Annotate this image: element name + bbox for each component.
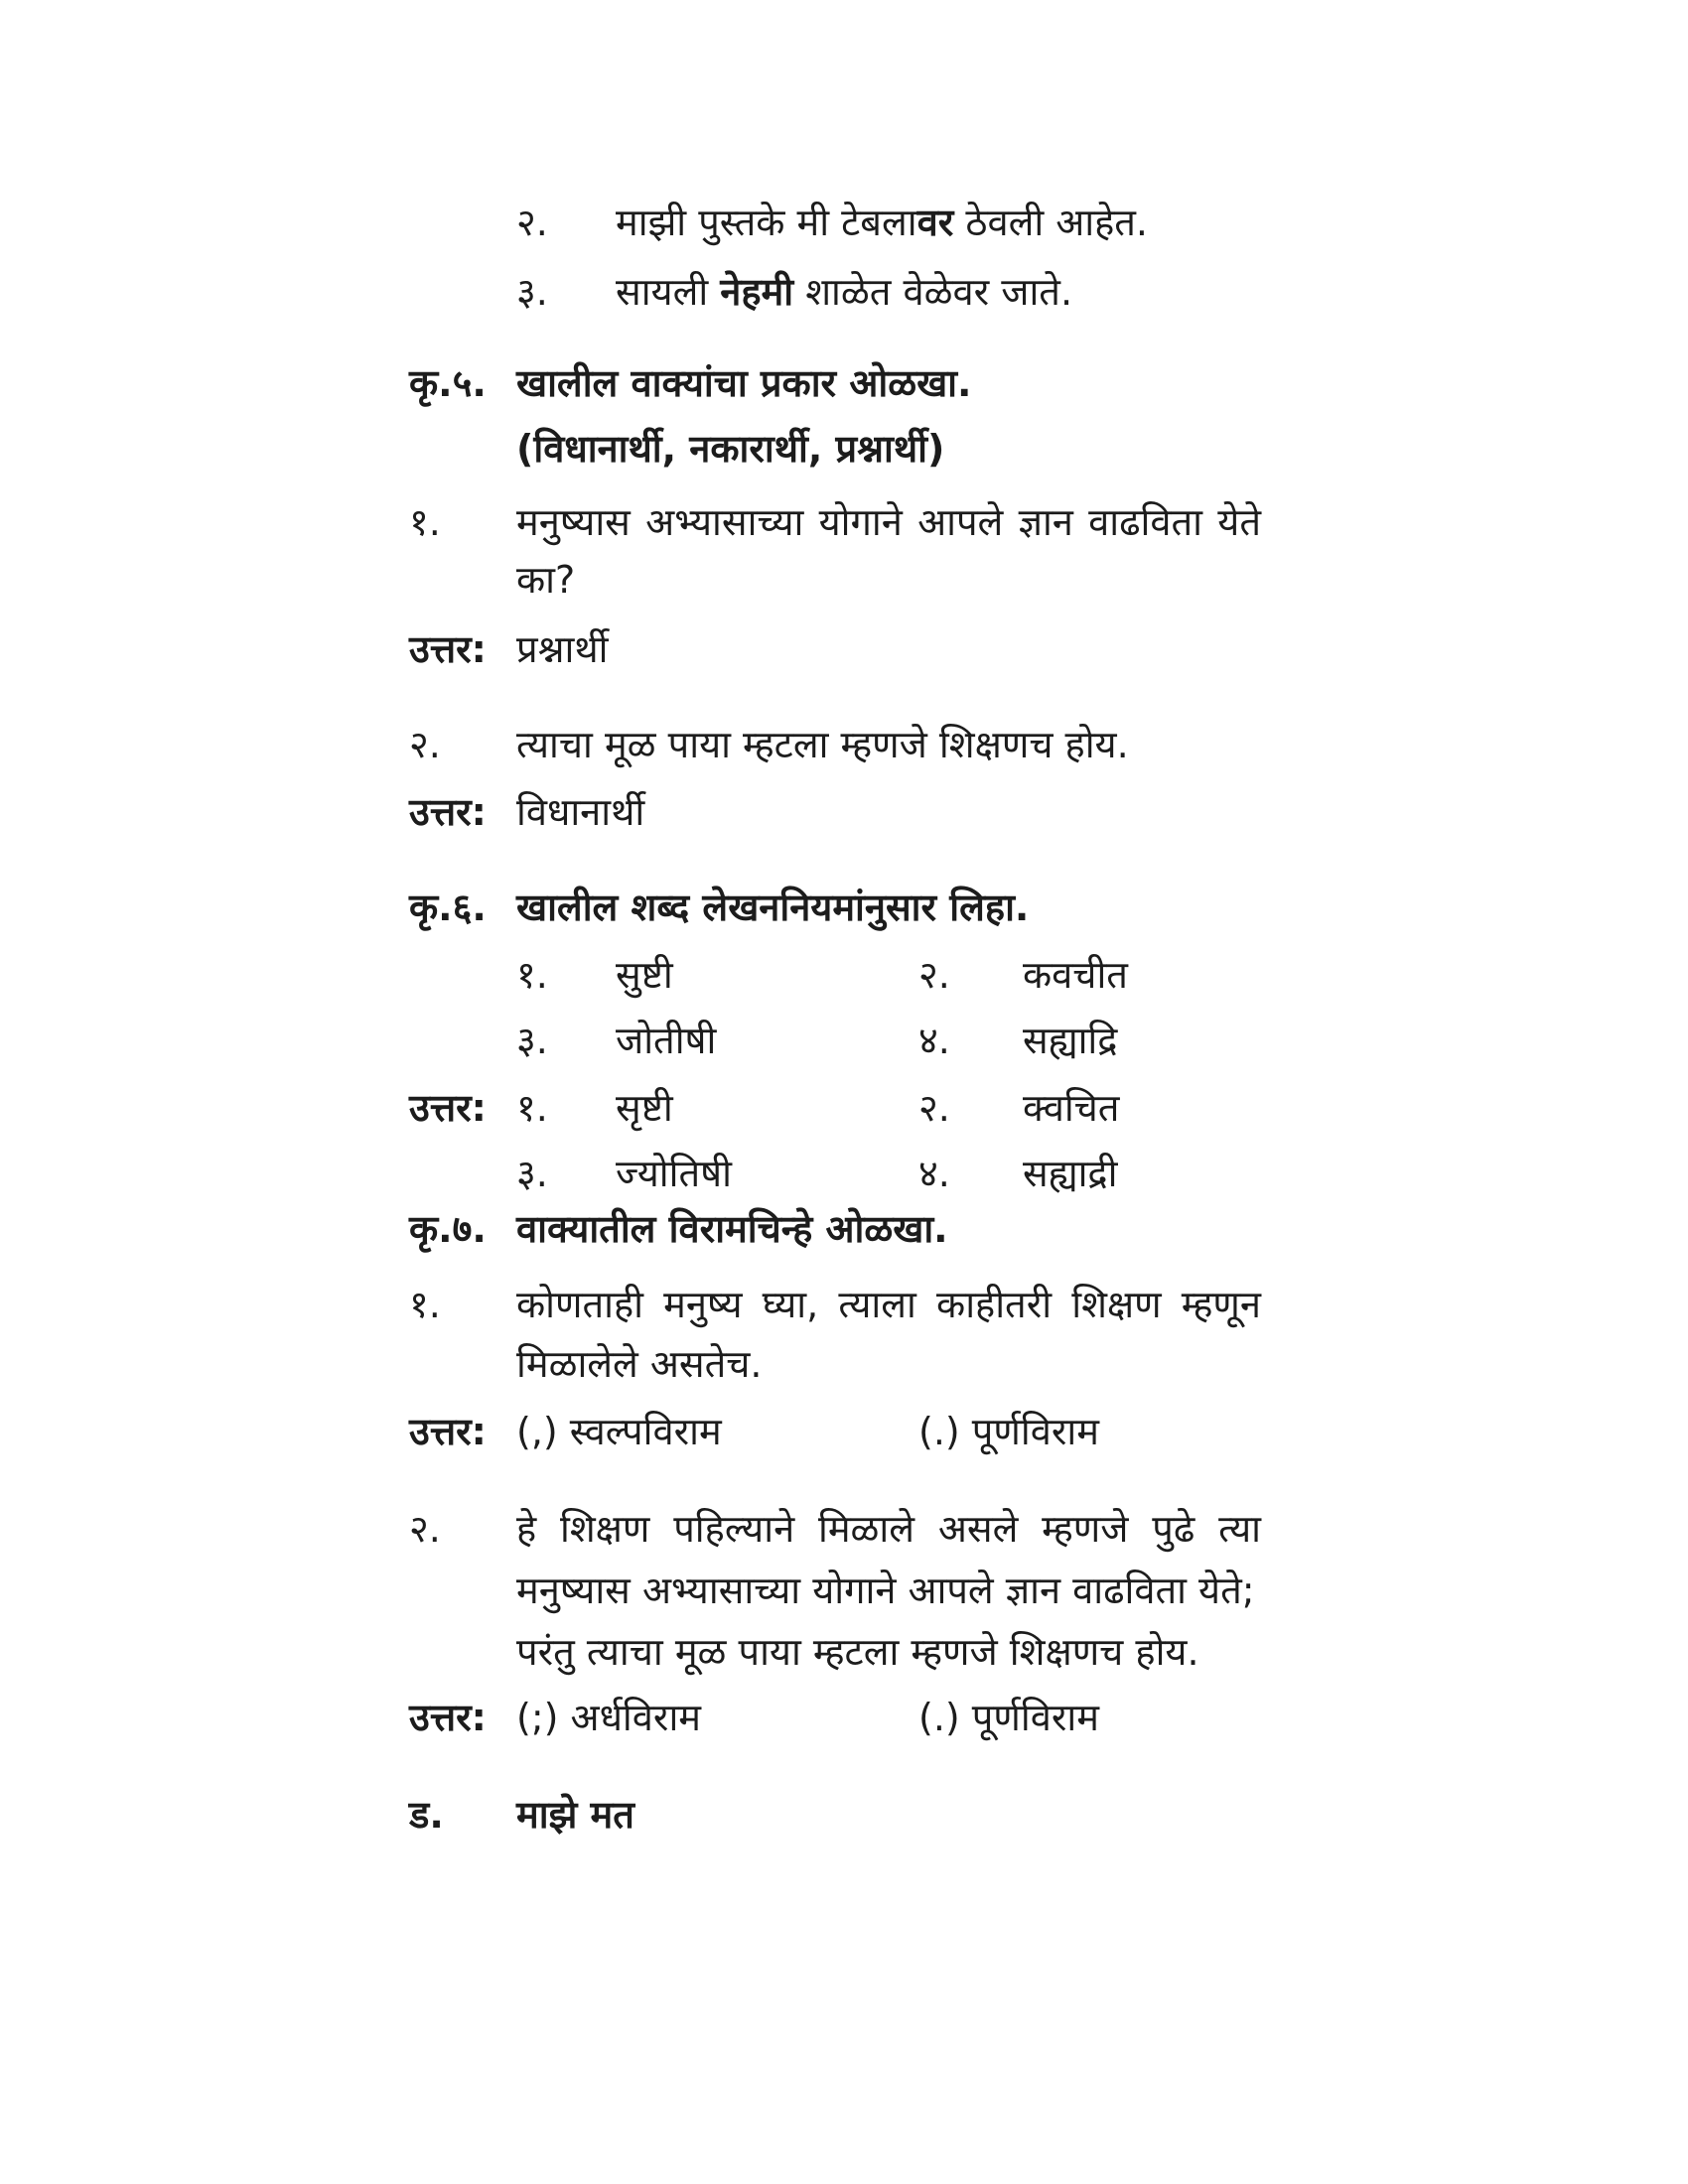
question-title: खालील शब्द लेखननियमांनुसार लिहा. [516, 886, 1030, 929]
bold-word: नेहमी [720, 270, 794, 314]
word-number: ४. [918, 1152, 950, 1195]
item-number: २. [516, 201, 548, 244]
word: जोतीषी [616, 1019, 717, 1062]
item-number: २. [409, 1507, 441, 1551]
answer-label: उत्तर: [409, 1696, 487, 1739]
word-number: ३. [516, 1019, 548, 1062]
bold-word: वर [916, 201, 954, 244]
answer-text: (.) पूर्णविराम [918, 1696, 1099, 1739]
item-number: २. [409, 723, 441, 766]
word: सुष्टी [616, 953, 673, 997]
word-number: ३. [516, 1152, 548, 1195]
section-label: ड. [409, 1793, 444, 1837]
answer-text: प्रश्नार्थी [516, 627, 609, 671]
word-number: १. [516, 1086, 548, 1130]
sentence [616, 268, 1072, 317]
sentence: मिळालेले असतेच. [516, 1342, 763, 1386]
word: ज्योतिषी [616, 1152, 732, 1195]
word-number: २. [918, 1086, 950, 1130]
sentence: कोणताही मनुष्य घ्या, त्याला काहीतरी शिक्षण म्हणून [516, 1283, 1261, 1326]
sentence: परंतु त्याचा मूळ पाया म्हटला म्हणजे शिक्षणच होय. [516, 1630, 1199, 1674]
word-number: ४. [918, 1019, 950, 1062]
word-number: २. [918, 953, 950, 997]
sentence-part: सायली [616, 270, 721, 314]
question-label: कृ.७. [409, 1207, 487, 1251]
word: सह्याद्रि [1023, 1019, 1118, 1062]
word: कवचीत [1023, 953, 1128, 997]
item-number: ३. [516, 270, 548, 314]
sentence [616, 199, 1148, 247]
sentence-part: माझी पुस्तके मी टेबला [616, 201, 917, 244]
section-title: माझे मत [516, 1793, 634, 1837]
answer-label: उत्तर: [409, 1086, 487, 1130]
question-label: कृ.५. [409, 361, 487, 405]
answer-text: विधानार्थी [516, 790, 645, 834]
word: सह्याद्री [1023, 1152, 1118, 1195]
question-title: खालील वाक्यांचा प्रकार ओळखा. [516, 361, 972, 405]
answer-text: (,) स्वल्पविराम [516, 1410, 722, 1453]
question-title: वाक्यातील विरामचिन्हे ओळखा. [516, 1207, 948, 1251]
answer-text: (.) पूर्णविराम [918, 1410, 1099, 1453]
answer-label: उत्तर: [409, 627, 487, 671]
sentence: हे शिक्षण पहिल्याने मिळाले असले म्हणजे पुढे त्या [516, 1507, 1261, 1551]
item-number: १. [409, 1283, 441, 1326]
question-label: कृ.६. [409, 886, 487, 929]
word: क्वचित [1023, 1086, 1120, 1130]
answer-label: उत्तर: [409, 1410, 487, 1453]
word: सृष्टी [616, 1086, 673, 1130]
question-subtitle: (विधानार्थी, नकारार्थी, प्रश्नार्थी) [516, 427, 945, 471]
sentence: मनुष्यास अभ्यासाच्या योगाने आपले ज्ञान वाढविता येते [516, 500, 1261, 544]
answer-label: उत्तर: [409, 790, 487, 834]
sentence: त्याचा मूळ पाया म्हटला म्हणजे शिक्षणच होय. [516, 723, 1129, 766]
answer-text: (;) अर्धविराम [516, 1696, 702, 1739]
sentence-part: शाळेत वेळेवर जाते. [793, 270, 1073, 314]
sentence-part: ठेवली आहेत. [953, 201, 1149, 244]
sentence: का? [516, 558, 576, 602]
item-number: १. [409, 500, 441, 544]
sentence: मनुष्यास अभ्यासाच्या योगाने आपले ज्ञान वाढविता येते; [516, 1569, 1255, 1612]
word-number: १. [516, 953, 548, 997]
